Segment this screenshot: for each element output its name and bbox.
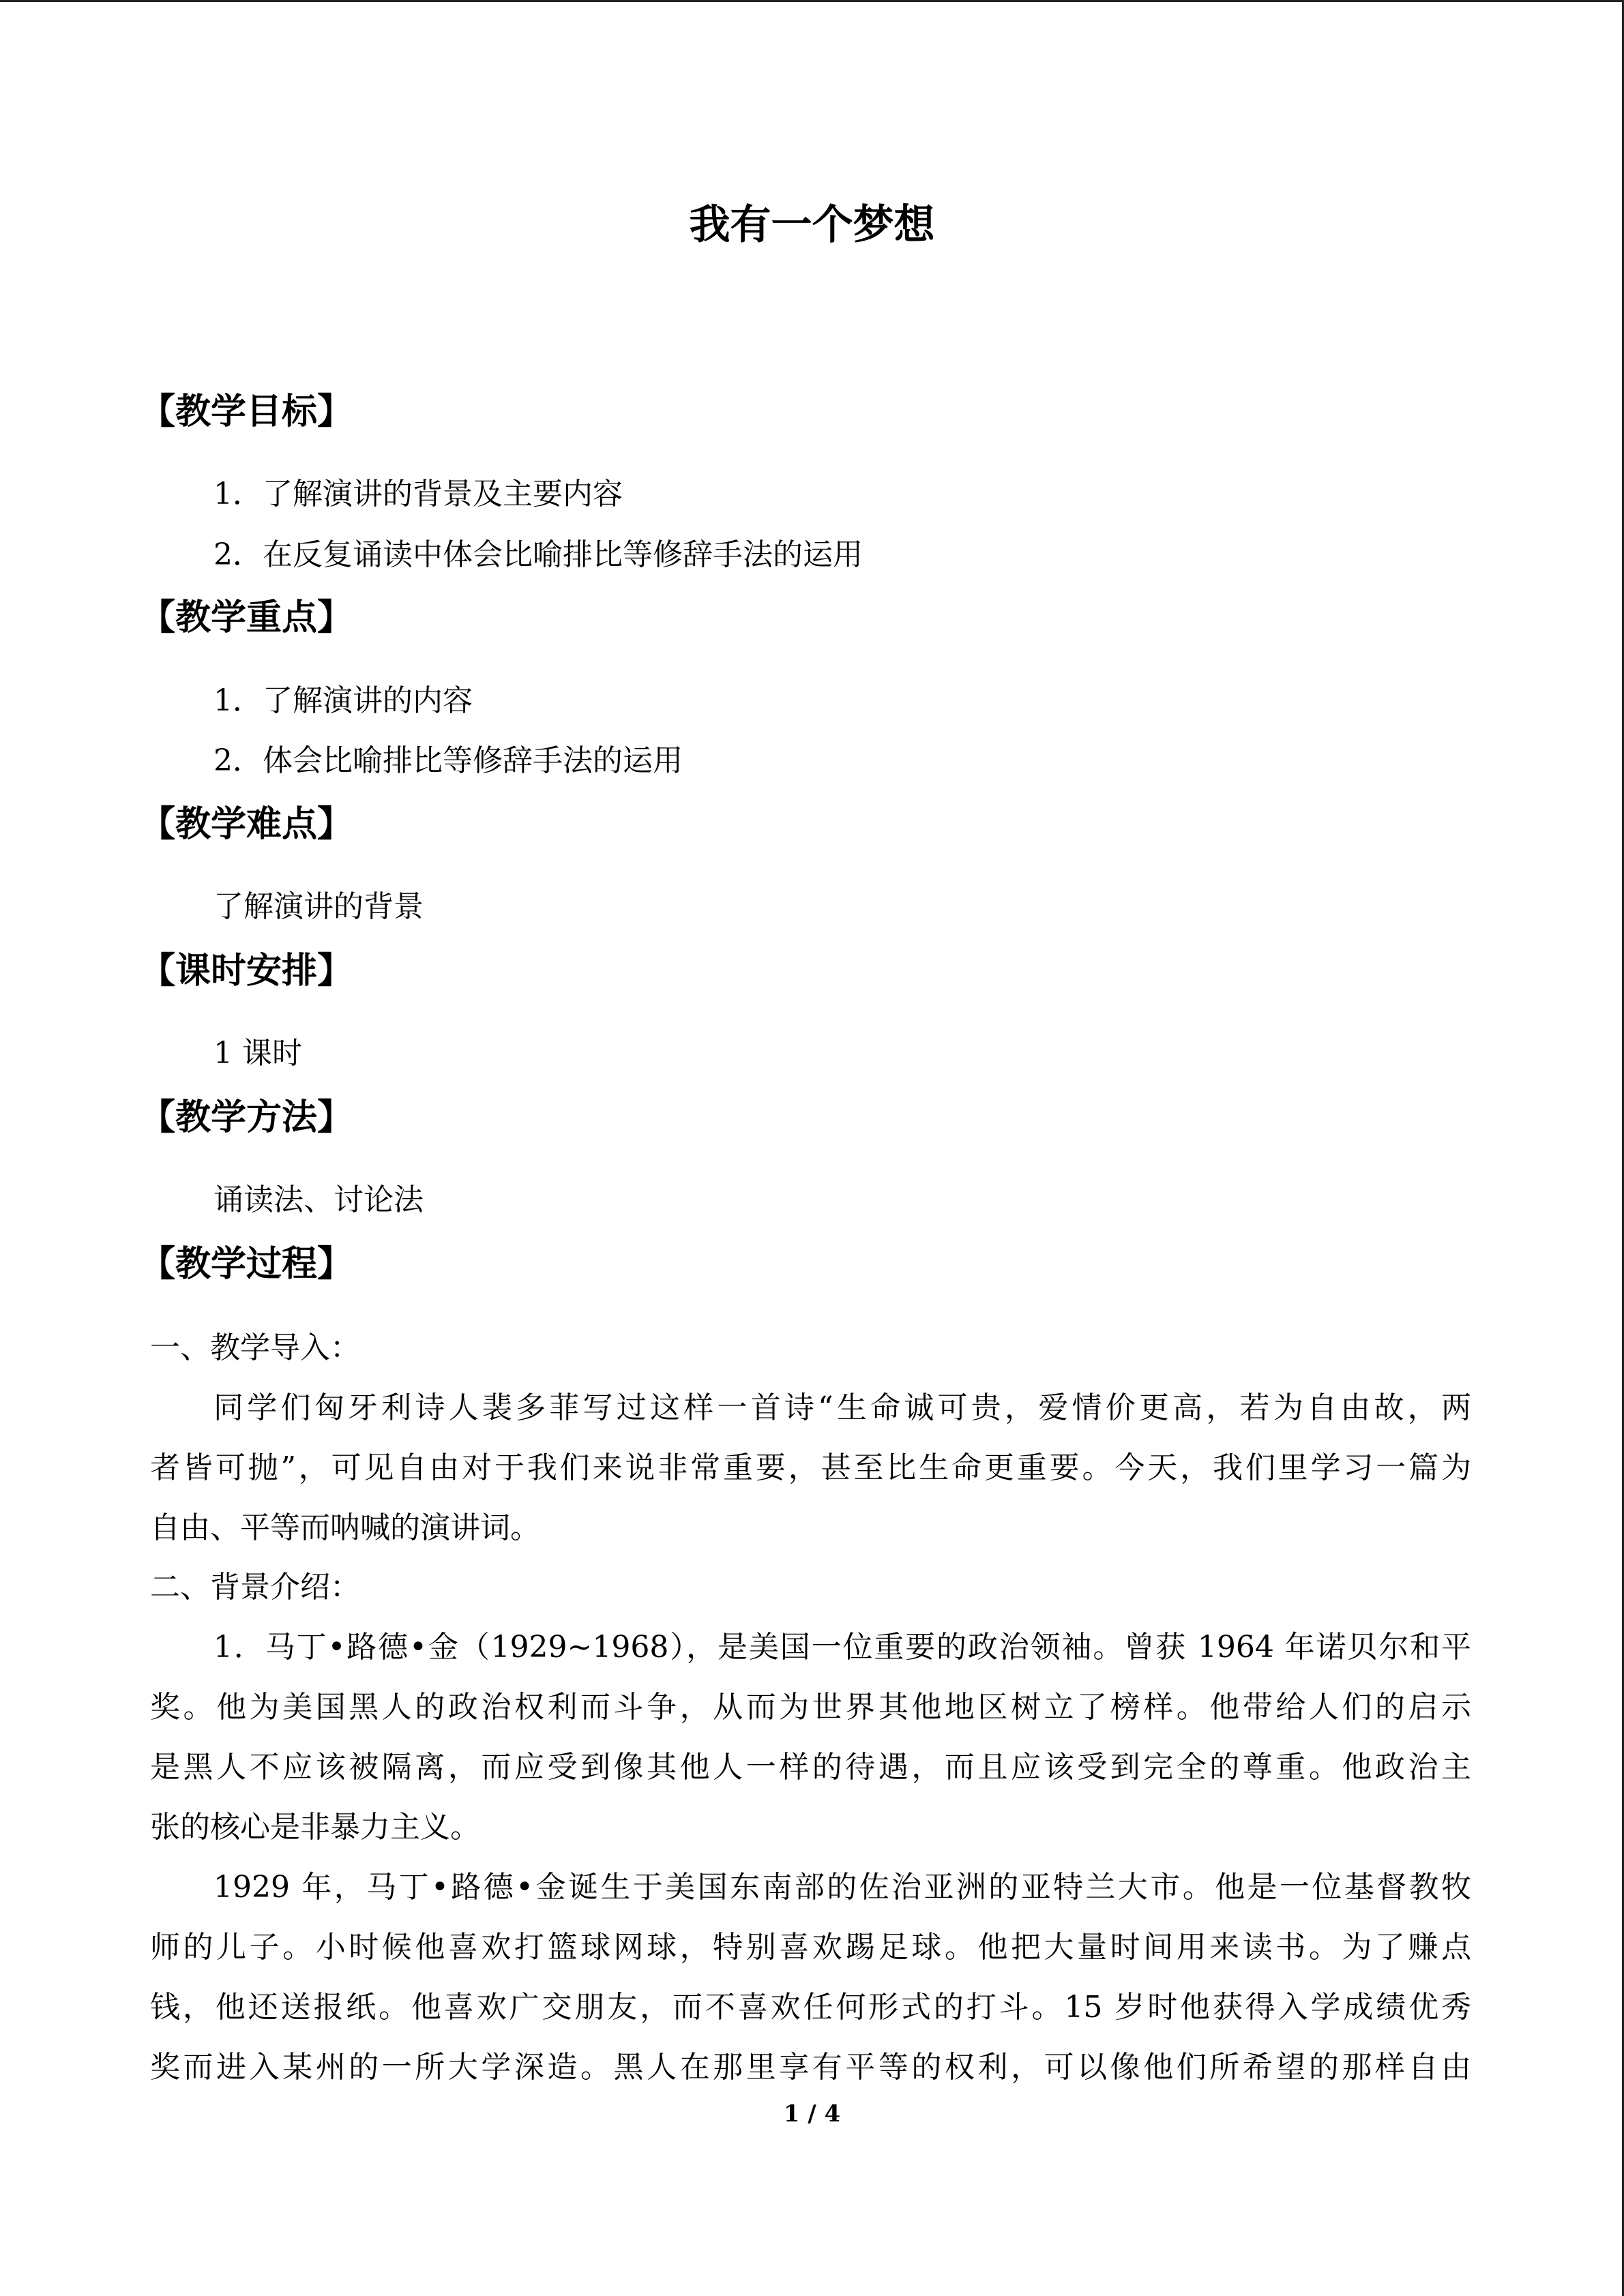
background-paragraph-line: 是黑人不应该被隔离，而应受到像其他人一样的待遇，而且应该受到完全的尊重。他政治主 — [150, 1750, 1471, 1785]
page-number: 1 / 4 — [783, 2100, 841, 2128]
section-heading-key-points: 【教学重点】 — [140, 597, 353, 638]
background-paragraph-line: 奖而进入某州的一所大学深造。黑人在那里享有平等的权利，可以像他们所希望的那样自由 — [150, 2050, 1471, 2085]
schedule-text: 1 课时 — [213, 1036, 302, 1071]
section-heading-methods: 【教学方法】 — [140, 1097, 353, 1138]
section-heading-schedule: 【课时安排】 — [140, 950, 353, 992]
difficulty-text: 了解演讲的背景 — [213, 889, 424, 924]
background-paragraph-line: 1．马丁•路德•金（1929~1968），是美国一位重要的政治领袖。曾获 1964 年诺贝尔和平 — [213, 1630, 1471, 1665]
section-heading-difficulties: 【教学难点】 — [140, 803, 353, 845]
intro-paragraph-line: 自由、平等而呐喊的演讲词。 — [150, 1510, 540, 1545]
section-heading-objectives: 【教学目标】 — [140, 391, 353, 432]
intro-label: 一、教学导入： — [150, 1330, 360, 1365]
methods-text: 诵读法、讨论法 — [213, 1182, 424, 1217]
background-paragraph-line: 钱，他还送报纸。他喜欢广交朋友，而不喜欢任何形式的打斗。15 岁时他获得入学成绩优秀 — [150, 1990, 1471, 2025]
background-paragraph-line: 奖。他为美国黑人的政治权利而斗争，从而为世界其他地区树立了榜样。他带给人们的启示 — [150, 1690, 1471, 1725]
background-paragraph-line: 张的核心是非暴力主义。 — [150, 1810, 480, 1845]
objective-item: 2．在反复诵读中体会比喻排比等修辞手法的运用 — [213, 537, 863, 572]
section-heading-process: 【教学过程】 — [140, 1243, 353, 1285]
background-paragraph-line: 1929 年，马丁•路德•金诞生于美国东南部的佐治亚洲的亚特兰大市。他是一位基督教牧 — [213, 1870, 1471, 1905]
intro-paragraph-line: 同学们匈牙利诗人裴多菲写过这样一首诗“生命诚可贵，爱情价更高，若为自由故，两 — [213, 1390, 1471, 1425]
background-label: 二、背景介绍： — [150, 1570, 360, 1605]
key-point-item: 1．了解演讲的内容 — [213, 683, 473, 718]
document-title: 我有一个梦想 — [689, 201, 935, 249]
key-point-item: 2．体会比喻排比等修辞手法的运用 — [213, 743, 683, 778]
intro-paragraph-line: 者皆可抛”，可见自由对于我们来说非常重要，甚至比生命更重要。今天，我们里学习一篇为 — [150, 1450, 1471, 1485]
objective-item: 1．了解演讲的背景及主要内容 — [213, 477, 623, 511]
background-paragraph-line: 师的儿子。小时候他喜欢打篮球网球，特别喜欢踢足球。他把大量时间用来读书。为了赚点 — [150, 1930, 1471, 1965]
